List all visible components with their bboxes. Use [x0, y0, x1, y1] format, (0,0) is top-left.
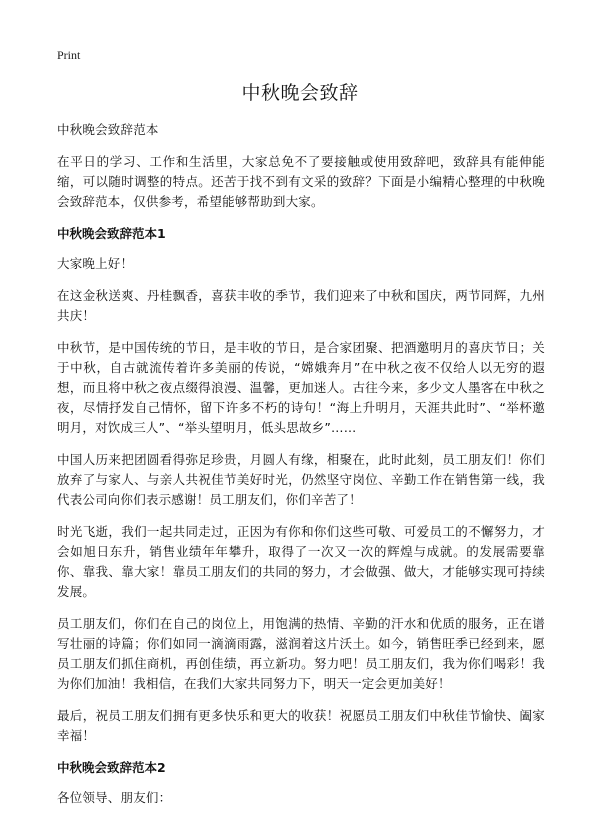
paragraph: 最后，祝员工朋友们拥有更多快乐和更大的收获！祝愿员工朋友们中秋佳节愉快、阖家幸福！: [57, 708, 545, 743]
document-body: [57, 120, 545, 820]
section-heading-1: 中秋晚会致辞范本1: [57, 226, 166, 241]
paragraph: 中秋节，是中国传统的节日，是丰收的节日，是合家团聚、把酒邀明月的喜庆节日；关于中秋，自古就流传着许多美丽的传说，“嫦娥奔月”在中秋之夜不仅给人以无穷的遐想，而且将中秋之夜点缀得浪漫、温馨，更加迷人。古往今来，多少文人墨客在中秋之夜，尽情抒发自己情怀，留下许多不朽的诗句！“海上升明月，天涯共此时”、“举杯邀明月，对饮成三人”、“举头望明月，低头思故乡”……: [57, 340, 545, 435]
print-link[interactable]: Print: [57, 48, 81, 62]
paragraph: 各位领导、朋友们：: [57, 790, 172, 805]
document-title: 中秋晚会致辞: [241, 82, 359, 104]
paragraph: 中国人历来把团圆看得弥足珍贵，月圆人有缘，相聚在，此时此刻，员工朋友们！你们放弃了与家人、与亲人共祝佳节美好时光，仍然坚守岗位、辛勤工作在销售第一线，我代表公司向你们表示感谢！员工朋友们，你们辛苦了！: [57, 452, 545, 507]
paragraph: 大家晚上好！: [57, 256, 134, 271]
paragraph: 在这金秋送爽、丹桂飘香，喜获丰收的季节，我们迎来了中秋和国庆，两节同辉，九州共庆！: [57, 288, 545, 323]
paragraph: 员工朋友们，你们在自己的岗位上，用饱满的热情、辛勤的汗水和优质的服务，正在谱写壮丽的诗篇；你们如同一滴滴雨露，滋润着这片沃土。如今，销售旺季已经到来，愿员工朋友们抓住商机，再创佳绩，再立新功。努力吧！员工朋友们，我为你们喝彩！我为你们加油！我相信，在我们大家共同努力下，明天一定会更加美好！: [57, 616, 545, 691]
paragraph: 时光飞逝，我们一起共同走过，正因为有你和你们这些可敬、可爱员工的不懈努力，才会如旭日东升，销售业绩年年攀升，取得了一次又一次的辉煌与成就。的发展需要靠你、靠我、靠大家！靠员工朋友们的共同的努力，才会做强、做大，才能够实现可持续发展。: [57, 524, 545, 599]
section-heading-2: 中秋晚会致辞范本2: [57, 760, 166, 775]
document-subtitle: 中秋晚会致辞范本: [57, 122, 159, 137]
intro-paragraph: 在平日的学习、工作和生活里，大家总免不了要接触或使用致辞吧，致辞具有能伸能缩，可以随时调整的特点。还苦于找不到有文采的致辞？下面是小编精心整理的中秋晚会致辞范本，仅供参考，希望能够帮助到大家。: [57, 154, 545, 209]
